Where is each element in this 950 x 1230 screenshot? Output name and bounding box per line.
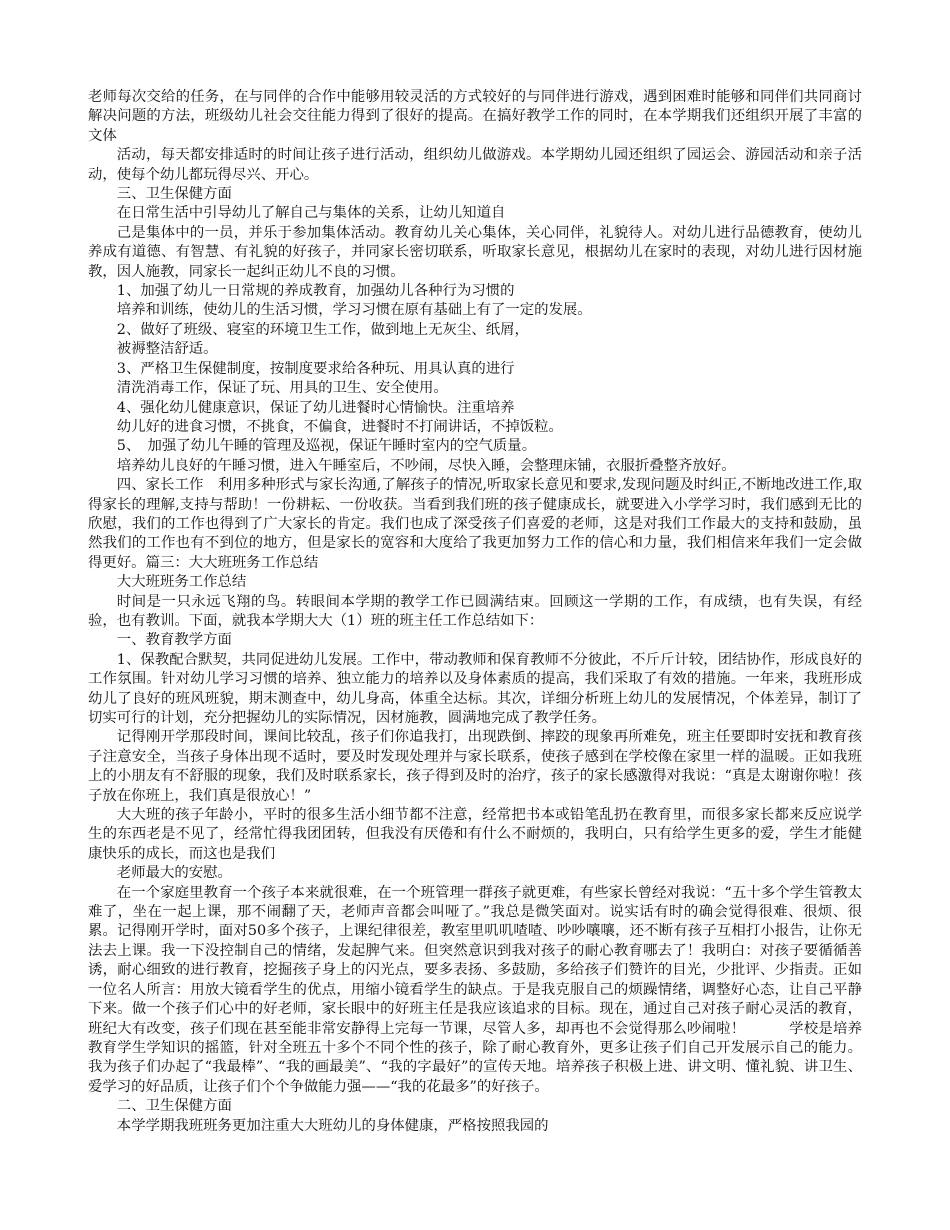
section-heading: 大大班班务工作总结	[116, 574, 247, 591]
list-item: 3、严格卫生保健制度，按制度要求给各种玩、用具认真的进行	[116, 360, 515, 377]
paragraph: 培养和训练，使幼儿的生活习惯，学习习惯在原有基础上有了一定的发展。	[116, 302, 592, 319]
paragraph: 1、保教配合默契，共同促进幼儿发展。工作中，带动教师和保育教师不分彼此，不斤斤计较，团结协作，形成良好的工作氛围。针对幼儿学习习惯的培养、独立能力的培养以及身体素质的提高，我们采取了有效的措施。一年来，我班形成幼儿了良好的班风班貌，期末测查中，幼儿身高，体重全达标。其次，详细分析班上幼儿的发展情况，个体差异，制订了切实可行的计划，充分把握幼儿的实际情况，因材施教，圆满地完成了教学任务。	[88, 651, 862, 726]
paragraph: 培养幼儿良好的午睡习惯，进入午睡室后，不吵闹，尽快入睡，会整理床铺，衣服折叠整齐放好。	[116, 457, 736, 474]
paragraph: 活动，每天都安排适时的时间让孩子进行活动，组织幼儿做游戏。本学期幼儿园还组织了园运会、游园活动和亲子活动，使每个幼儿都玩得尽兴、开心。	[88, 147, 862, 183]
section-heading: 三、卫生保健方面	[116, 186, 232, 203]
list-item: 2、做好了班级、寝室的环境卫生工作，做到地上无灰尘、纸屑，	[116, 321, 529, 338]
paragraph: 清洗消毒工作，保证了玩、用具的卫生、安全使用。	[116, 380, 448, 397]
paragraph: 四、家长工作 利用多种形式与家长沟通,了解孩子的情况,听取家长意见和要求,发现问题及时纠正,不断地改进工作,取得家长的理解,支持与帮助！一份耕耘、一份收获。当看到我们班的孩子健康成长，就要进入小学学习时，我们感到无比的欣慰，我们的工作也得到了广大家长的肯定。我们也成了深受孩子们喜爱的老师，这是对我们工作最大的支持和鼓励，虽然我们的工作也有不到位的地方，但是家长的宽容和大度给了我更加努力工作的信心和力量，我们相信来年我们一定会做得更好。篇三：大大班班务工作总结	[88, 477, 862, 571]
paragraph: 在一个家庭里教育一个孩子本来就很难，在一个班管理一群孩子就更难，有些家长曾经对我说：“五十多个学生管教太难了，坐在一起上课，那不闹翻了天，老师声音都会叫哑了。”我总是微笑面对。说实话有时的确会觉得很难、很烦、很累。记得刚开学时，面对50多个孩子，上课纪律很差，教室里叽叽喳喳、吵吵嚷嚷，还不断有孩子互相打小报告，让你无法去上课。我一下没控制自己的情绪，发起脾气来。但突然意识到我对孩子的耐心教育哪去了！我明白：对孩子要循循善诱，耐心细致的进行教育，挖掘孩子身上的闪光点，要多表扬、多鼓励，多给孩子们赞许的目光，少批评、少指责。正如一位名人所言：用放大镜看学生的优点，用缩小镜看学生的缺点。于是我克服自己的烦躁情绪，调整好心态，让自己平静下来。做一个孩子们心中的好老师，家长眼中的好班主任是我应该追求的目标。现在，通过自己对孩子耐心灵活的教育，班纪大有改变，孩子们现在甚至能非常安静得上完每一节课，尽管人多，却再也不会觉得那么吵闹啦！ 学校是培养教育学生学知识的摇篮，针对全班五十多个不同个性的孩子，除了耐心教育外，更多让孩子们自己开发展示自己的能力。我为孩子们办起了“我最棒”、“我的画最美”、“我的字最好”的宣传天地。培养孩子积极上进、讲文明、懂礼貌、讲卫生、爱学习的好品质，让孩子们个个争做能力强——“我的花最多”的好孩子。	[88, 884, 862, 1095]
paragraph: 被褥整洁舒适。	[116, 341, 218, 358]
section-heading: 一、教育教学方面	[116, 632, 232, 649]
paragraph: 大大班的孩子年龄小，平时的很多生活小细节都不注意，经常把书本或铅笔乱扔在教育里，而很多家长都来反应说学生的东西老是不见了，经常忙得我团团转，但我没有厌倦和有什么不耐烦的，我明白，只有给学生更多的爱，学生才能健康快乐的成长，而这也是我们	[88, 807, 862, 862]
paragraph: 老师最大的安慰。	[116, 865, 232, 882]
paragraph: 本学学期我班班务更加注重大大班幼儿的身体健康，严格按照我园的	[116, 1117, 549, 1134]
paragraph: 记得刚开学那段时间，课间比较乱，孩子们你追我打，出现跌倒、摔跤的现象再所难免，班主任要即时安抚和教育孩子注意安全，当孩子身体出现不适时，要及时发现处理并与家长联系，使孩子感到在学校像在家里一样的温暖。正如我班上的小朋友有不舒服的现象，我们及时联系家长，孩子得到及时的治疗，孩子的家长感激得对我说：“真是太谢谢你啦！孩子放在你班上，我们真是很放心！”	[88, 729, 862, 804]
list-item: 4、强化幼儿健康意识，保证了幼儿进餐时心情愉快。注重培养	[116, 399, 515, 416]
section-heading: 二、卫生保健方面	[116, 1098, 232, 1115]
paragraph: 幼儿好的进食习惯，不挑食，不偏食，进餐时不打闹讲话，不掉饭粒。	[116, 418, 563, 435]
paragraph: 老师每次交给的任务，在与同伴的合作中能够用较灵活的方式较好的与同伴进行游戏，遇到困难时能够和同伴们共同商讨解决问题的方法，班级幼儿社会交往能力得到了很好的提高。在搞好教学工作的同时，在本学期我们还组织开展了丰富的文体	[88, 89, 862, 144]
paragraph: 时间是一只永远飞翔的鸟。转眼间本学期的教学工作已圆满结束。回顾这一学期的工作，有成绩，也有失误，有经验，也有教训。下面，就我本学期大大（1）班的班主任工作总结如下：	[88, 593, 862, 629]
paragraph: 己是集体中的一员，并乐于参加集体活动。教育幼儿关心集体，关心同伴，礼貌待人。对幼儿进行品德教育，使幼儿养成有道德、有智慧、有礼貌的好孩子，并同家长密切联系，听取家长意见，根据幼儿在家时的表现，对幼儿进行因材施教，因人施教，同家长一起纠正幼儿不良的习惯。	[88, 224, 862, 280]
list-item: 1、加强了幼儿一日常规的养成教育，加强幼儿各种行为习惯的	[116, 283, 515, 300]
list-item: 5、 加强了幼儿午睡的管理及巡视，保证午睡时室内的空气质量。	[116, 438, 537, 455]
paragraph: 在日常生活中引导幼儿了解自己与集体的关系，让幼儿知道自	[116, 205, 506, 222]
